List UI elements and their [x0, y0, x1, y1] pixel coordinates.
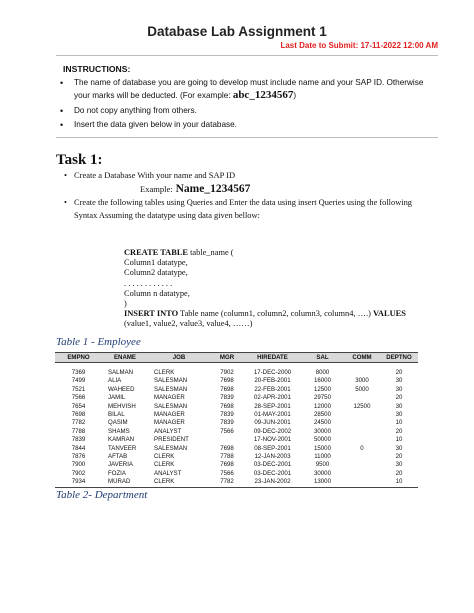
table-cell: 28500	[314, 411, 331, 419]
table-cell: 7839	[220, 394, 234, 402]
instruction-item	[58, 119, 438, 131]
col-deptno-header: DEPTNO	[380, 353, 418, 363]
table-cell	[344, 394, 380, 402]
table-cell: 7698	[220, 444, 234, 452]
table-row	[55, 478, 418, 487]
table-cell: CLERK	[154, 453, 175, 461]
table-cell: 7698	[220, 461, 234, 469]
table-cell	[344, 436, 380, 444]
table-row	[55, 386, 418, 394]
table-cell: 30	[395, 402, 403, 410]
table-cell: 20-FEB-2001	[254, 377, 291, 385]
table-cell: 7844	[71, 444, 86, 452]
table-cell: CLERK	[148, 478, 210, 487]
bullet-icon: •	[60, 78, 64, 88]
instruction-example: abc_1234567	[232, 89, 294, 102]
syntax-line: )	[124, 299, 127, 309]
table-cell: 09-JUN-2001	[254, 419, 291, 427]
table-caption: Table 1 - Employee	[56, 336, 141, 348]
table-cell: 7839	[220, 411, 234, 419]
divider	[56, 137, 438, 138]
syntax-line: Column n datatype,	[124, 288, 190, 298]
table-cell: 30	[395, 411, 403, 419]
table-cell: 24500	[314, 419, 331, 427]
table-cell: 7369	[71, 369, 86, 376]
table-cell	[344, 478, 380, 487]
table-cell	[210, 436, 244, 444]
table-cell: 01-MAY-2001	[254, 411, 291, 419]
task-heading: Task 1:	[56, 152, 103, 168]
table-cell: MANAGER	[154, 419, 185, 427]
table-cell: 20	[395, 453, 403, 461]
task-bullet	[64, 197, 434, 222]
table-cell: 20	[395, 394, 403, 402]
table-row	[55, 377, 418, 385]
syntax-block	[124, 248, 406, 330]
table-cell: ALIA	[108, 377, 122, 385]
table-cell: 50000	[314, 436, 331, 444]
table-cell: 20	[395, 469, 403, 477]
syntax-line: Column1 datatype,	[124, 258, 188, 268]
table-cell: 29750	[314, 394, 331, 402]
syntax-line: . . . . . . . . . . . .	[124, 278, 173, 288]
table-body	[55, 363, 418, 488]
table-cell: 12-JAN-2003	[254, 453, 291, 461]
table-cell: 22-FEB-2001	[254, 385, 291, 393]
table-cell: 7839	[71, 436, 86, 444]
table-cell: 7788	[220, 453, 234, 461]
table-row	[55, 436, 418, 444]
table-cell: MURAD	[102, 478, 148, 487]
table-cell: 7566	[71, 394, 86, 402]
table-caption: Table 2- Department	[56, 489, 148, 501]
table-cell: 02-APR-2001	[254, 394, 291, 402]
col-sal-header: SAL	[301, 353, 344, 363]
table-cell: 7902	[71, 469, 86, 477]
table-cell: 9500	[315, 461, 330, 469]
table-row	[55, 411, 418, 419]
table-cell: ANALYST	[154, 469, 182, 477]
col-comm-header: COMM	[344, 353, 380, 363]
table-cell: 15000	[314, 444, 331, 452]
table-cell: SALMAN	[108, 369, 134, 376]
syntax-line: (value1, value2, value3, value4, ……)	[124, 319, 253, 329]
instruction-text: Do not copy anything from others.	[74, 105, 197, 115]
divider	[56, 55, 438, 56]
table-cell: SALESMAN	[154, 377, 188, 385]
syntax-text: Table name (column1, column2, column3, column4, ….)	[178, 309, 373, 319]
instruction-suffix: )	[293, 91, 297, 101]
table-cell: 30	[395, 377, 403, 385]
col-mgr-header: MGR	[210, 353, 244, 363]
instruction-text: Insert the data given below in your database.	[74, 120, 237, 130]
table-row	[55, 470, 418, 478]
table-row	[55, 419, 418, 427]
table-cell	[344, 453, 380, 461]
example-line	[140, 183, 250, 195]
syntax-line	[124, 309, 406, 319]
col-empno-header: EMPNO	[55, 353, 102, 363]
table-cell: 7698	[220, 377, 234, 385]
table-cell: KAMRAN	[108, 436, 135, 444]
table-cell: 09-DEC-2002	[253, 427, 292, 435]
table-row	[55, 369, 418, 377]
table-cell: 8000	[315, 369, 330, 376]
page-title: Database Lab Assignment 1	[147, 24, 327, 39]
table-cell: 7900	[71, 461, 86, 469]
table-cell: JAMIL	[108, 394, 126, 402]
table-cell: CLERK	[154, 461, 175, 469]
table-cell: 16000	[314, 377, 331, 385]
table-cell: MANAGER	[154, 394, 185, 402]
instruction-text: The name of database you are going to develop must include name and your SAP ID. Otherwise your marks will be deducted. (For example:	[74, 78, 424, 101]
keyword: VALUES	[372, 309, 406, 319]
table-cell: QASIM	[108, 419, 128, 427]
table-cell: 12500	[314, 385, 331, 393]
table-cell: 30	[395, 385, 403, 393]
bullet-icon: •	[60, 105, 64, 116]
task-bullet-text: Create a Database With your name and SAP ID	[74, 170, 236, 180]
table-cell: 10	[380, 478, 418, 487]
syntax-line: Column2 datatype,	[124, 268, 188, 278]
instruction-item	[58, 105, 438, 117]
instructions-heading: INSTRUCTIONS:	[63, 64, 131, 74]
example-name: Name_1234567	[175, 183, 251, 195]
table-cell: 7521	[71, 385, 86, 393]
table-cell: JAVERIA	[108, 461, 133, 469]
table-cell: SHAMS	[108, 427, 130, 435]
table-cell: 10	[395, 436, 403, 444]
table-cell: FOZIA	[108, 469, 126, 477]
table-cell	[344, 470, 380, 478]
table-cell: 23-JAN-2002	[244, 478, 301, 487]
table-cell: 30	[395, 444, 403, 452]
table-cell: 7698	[220, 385, 234, 393]
table-cell: PRESIDENT	[154, 436, 189, 444]
table-cell: 7782	[210, 478, 244, 487]
due-date: Last Date to Submit: 17-11-2022 12:00 AM	[280, 41, 438, 50]
keyword: INSERT INTO	[124, 309, 179, 319]
table-cell: 30000	[314, 469, 331, 477]
table-cell: 7788	[71, 427, 86, 435]
keyword: CREATE TABLE	[124, 248, 188, 257]
table-cell: 5000	[355, 385, 369, 393]
table-cell: 30000	[314, 427, 331, 435]
table-cell: 12500	[353, 402, 371, 410]
employee-table	[55, 352, 418, 488]
table-cell: 7654	[71, 402, 86, 410]
table-cell: 17-NOV-2001	[253, 436, 292, 444]
table-row	[55, 403, 418, 411]
table-cell: 08-SEP-2001	[254, 444, 291, 452]
table-cell: 0	[360, 444, 364, 452]
table-cell: 13000	[301, 478, 344, 487]
table-row	[55, 445, 418, 453]
table-cell: MEHVISH	[108, 402, 136, 410]
table-row	[55, 461, 418, 469]
bullet-icon: •	[64, 170, 67, 180]
example-label: Example:	[140, 184, 173, 194]
bullet-icon: •	[64, 198, 67, 207]
table-cell: 03-DEC-2001	[253, 461, 292, 469]
syntax-line	[124, 248, 406, 258]
table-cell: 7566	[220, 427, 234, 435]
table-cell: 7839	[220, 419, 234, 427]
table-cell: 7698	[220, 402, 234, 410]
table-cell: 28-SEP-2001	[254, 402, 291, 410]
table-header-row	[55, 353, 418, 363]
table-cell	[344, 461, 380, 469]
table-row	[55, 394, 418, 402]
table-cell: 03-DEC-2001	[253, 469, 292, 477]
table-cell: 7934	[55, 478, 102, 487]
table-cell: TANVEER	[108, 444, 137, 452]
instructions-list	[58, 77, 438, 134]
table-cell	[344, 369, 380, 377]
table-cell: WAHEED	[108, 385, 135, 393]
table-cell: 11000	[314, 453, 331, 461]
col-job-header: JOB	[148, 353, 210, 363]
table-cell: 7902	[220, 369, 234, 376]
syntax-text: table_name (	[188, 248, 234, 257]
table-cell: AFTAB	[108, 453, 128, 461]
table-cell	[344, 428, 380, 436]
bullet-icon: •	[60, 120, 64, 131]
table-row	[55, 453, 418, 461]
table-cell: 12000	[314, 402, 331, 410]
table-cell: 7782	[71, 419, 86, 427]
task-bullet-text: Create the following tables using Queries and Enter the data using insert Queries using the following Syntax Assuming the datatype using data given bellow:	[74, 198, 412, 220]
table-cell: 20	[395, 369, 403, 376]
col-hiredate-header: HIREDATE	[244, 353, 301, 363]
table-cell	[344, 411, 380, 419]
table-cell	[344, 419, 380, 427]
table-cell: 7698	[71, 411, 86, 419]
table-cell: SALESMAN	[154, 444, 188, 452]
table-cell: BILAL	[108, 411, 125, 419]
table-cell: 20	[395, 427, 403, 435]
table-cell: 10	[395, 419, 403, 427]
table-cell: 17-DEC-2000	[253, 369, 292, 376]
instruction-item	[58, 77, 438, 103]
table-cell: 3000	[355, 377, 369, 385]
table-cell: SALESMAN	[154, 385, 188, 393]
task-bullet	[64, 170, 235, 180]
table-cell: 7566	[220, 469, 234, 477]
table-cell: CLERK	[154, 369, 175, 376]
table-cell: SALESMAN	[154, 402, 188, 410]
table-cell: ANALYST	[154, 427, 182, 435]
table-row	[55, 428, 418, 436]
table-cell: 7499	[71, 377, 86, 385]
table-cell: MANAGER	[154, 411, 185, 419]
col-ename-header: ENAME	[102, 353, 148, 363]
table-cell: 30	[395, 461, 403, 469]
table-cell: 7876	[71, 453, 86, 461]
